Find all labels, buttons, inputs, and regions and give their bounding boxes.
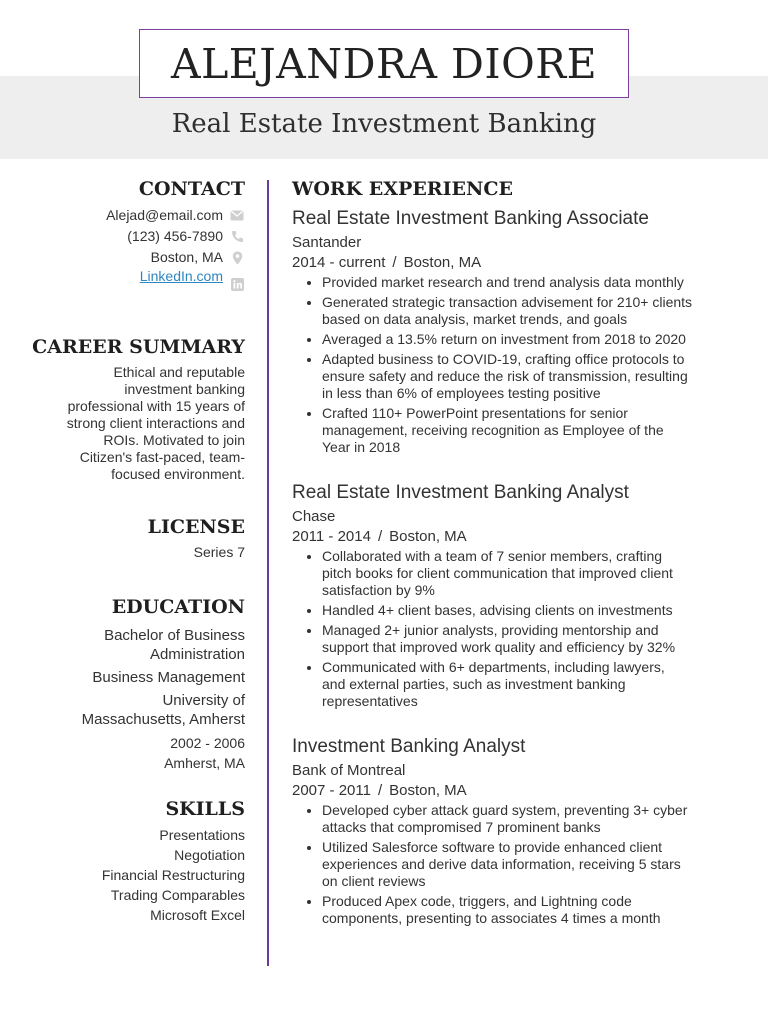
career-summary-section	[20, 336, 245, 483]
skill-item: Financial Restructuring	[101, 867, 245, 883]
summary-line: ROIs. Motivated to join	[103, 432, 245, 448]
linkedin-link[interactable]: LinkedIn.com	[139, 268, 223, 284]
skill-item: Trading Comparables	[110, 887, 245, 903]
summary-line: Citizen's fast-paced, team-	[79, 449, 245, 465]
job-dates-location	[292, 528, 748, 545]
separator: /	[377, 782, 383, 799]
job-location: Boston, MA	[389, 782, 467, 799]
job-company: Bank of Montreal	[292, 762, 406, 779]
column-divider	[267, 180, 269, 966]
job-title: Real Estate Investment Banking Analyst	[292, 482, 629, 503]
job-bullet: • Averaged a 13.5% return on investment from 2018 to 2020	[322, 331, 748, 348]
degree-line: Bachelor of Business	[104, 627, 245, 644]
work-experience-section	[292, 178, 748, 200]
job-dates-location	[292, 254, 748, 271]
job-bullet: • Managed 2+ junior analysts, providing mentorship and support that improved work quality and efficiency by 32%	[322, 622, 748, 656]
education-major: Business Management	[92, 669, 245, 686]
job-title: Real Estate Investment Banking Associate	[292, 208, 649, 229]
skill-item: Microsoft Excel	[150, 907, 245, 923]
envelope-icon	[229, 209, 245, 223]
linkedin-icon[interactable]	[229, 277, 245, 291]
job-entry	[292, 736, 748, 930]
job-dates: 2007 - 2011	[292, 782, 371, 799]
contact-location: Boston, MA	[150, 249, 223, 265]
work-experience-heading: WORK EXPERIENCE	[292, 178, 513, 200]
job-bullet: • Produced Apex code, triggers, and Lightning code components, presenting to associates 4 times a month	[322, 893, 748, 927]
degree-line: Administration	[149, 646, 245, 663]
contact-phone-row	[20, 226, 245, 247]
summary-line: professional with 15 years of	[67, 398, 245, 414]
job-entry	[292, 208, 748, 459]
license-value: Series 7	[193, 544, 245, 560]
job-bullet: • Collaborated with a team of 7 senior members, crafting pitch books for client communication that improved client satisfaction by 9%	[322, 548, 748, 599]
school-line: University of	[162, 692, 245, 709]
summary-line: focused environment.	[111, 466, 245, 482]
job-entry	[292, 482, 748, 713]
job-location: Boston, MA	[403, 254, 482, 271]
license-heading: LICENSE	[147, 516, 245, 538]
contact-linkedin-row	[20, 268, 245, 296]
candidate-name: ALEJANDRA DIORE	[170, 39, 598, 88]
skills-list	[20, 825, 245, 925]
education-school	[20, 691, 245, 729]
job-bullets	[292, 548, 748, 710]
education-heading: EDUCATION	[111, 596, 245, 618]
contact-location-row	[20, 247, 245, 268]
summary-line: Ethical and reputable	[113, 364, 245, 380]
skill-item: Negotiation	[174, 847, 245, 863]
job-bullet: • Adapted business to COVID-19, crafting office protocols to ensure safety and reduce the risk of transmission, resulting in less than 6% of employees testing positive	[322, 351, 748, 402]
contact-email-row	[20, 205, 245, 226]
separator: /	[377, 528, 383, 545]
contact-section	[20, 178, 245, 296]
summary-line: investment banking	[124, 381, 245, 397]
career-summary-heading: CAREER SUMMARY	[32, 336, 245, 358]
job-company: Chase	[292, 508, 336, 525]
map-pin-icon	[229, 251, 245, 265]
job-location: Boston, MA	[389, 528, 467, 545]
job-bullets	[292, 274, 748, 456]
education-section	[20, 596, 245, 773]
education-location: Amherst, MA	[164, 755, 245, 771]
skills-section	[20, 798, 245, 925]
job-bullet: • Handled 4+ client bases, advising clients on investments	[322, 602, 748, 619]
career-summary-text	[20, 364, 245, 483]
separator: /	[392, 254, 397, 271]
job-dates-location	[292, 782, 748, 799]
contact-email[interactable]: Alejad@email.com	[106, 207, 223, 223]
job-dates: 2011 - 2014	[292, 528, 371, 545]
summary-line: strong client interactions and	[66, 415, 245, 431]
contact-heading: CONTACT	[138, 178, 245, 200]
license-section	[20, 516, 245, 561]
name-box	[139, 29, 629, 98]
job-bullet: • Developed cyber attack guard system, preventing 3+ cyber attacks that compromised 7 prominent banks	[322, 802, 748, 836]
education-degree	[20, 626, 245, 664]
job-bullet: • Communicated with 6+ departments, including lawyers, and external parties, such as investment banking representatives	[322, 659, 748, 710]
skill-item: Presentations	[159, 827, 245, 843]
school-line: Massachusetts, Amherst	[81, 711, 245, 728]
job-bullets	[292, 802, 748, 927]
job-title: Investment Banking Analyst	[292, 736, 526, 757]
job-dates: 2014 - current	[292, 254, 386, 271]
phone-icon	[229, 230, 245, 244]
job-bullet: • Crafted 110+ PowerPoint presentations for senior management, receiving recognition as Employee of the Year in 2018	[322, 405, 748, 456]
education-years: 2002 - 2006	[170, 735, 245, 751]
job-bullet: • Generated strategic transaction advisement for 210+ clients based on data analysis, market trends, and goals	[322, 294, 748, 328]
candidate-title: Real Estate Investment Banking	[171, 109, 597, 139]
job-bullet: • Utilized Salesforce software to provide enhanced client experiences and derive data information, receiving 5 stars on client reviews	[322, 839, 748, 890]
contact-phone[interactable]: (123) 456-7890	[127, 228, 223, 244]
job-company: Santander	[292, 234, 362, 251]
job-bullet: • Provided market research and trend analysis data monthly	[322, 274, 748, 291]
skills-heading: SKILLS	[165, 798, 245, 820]
